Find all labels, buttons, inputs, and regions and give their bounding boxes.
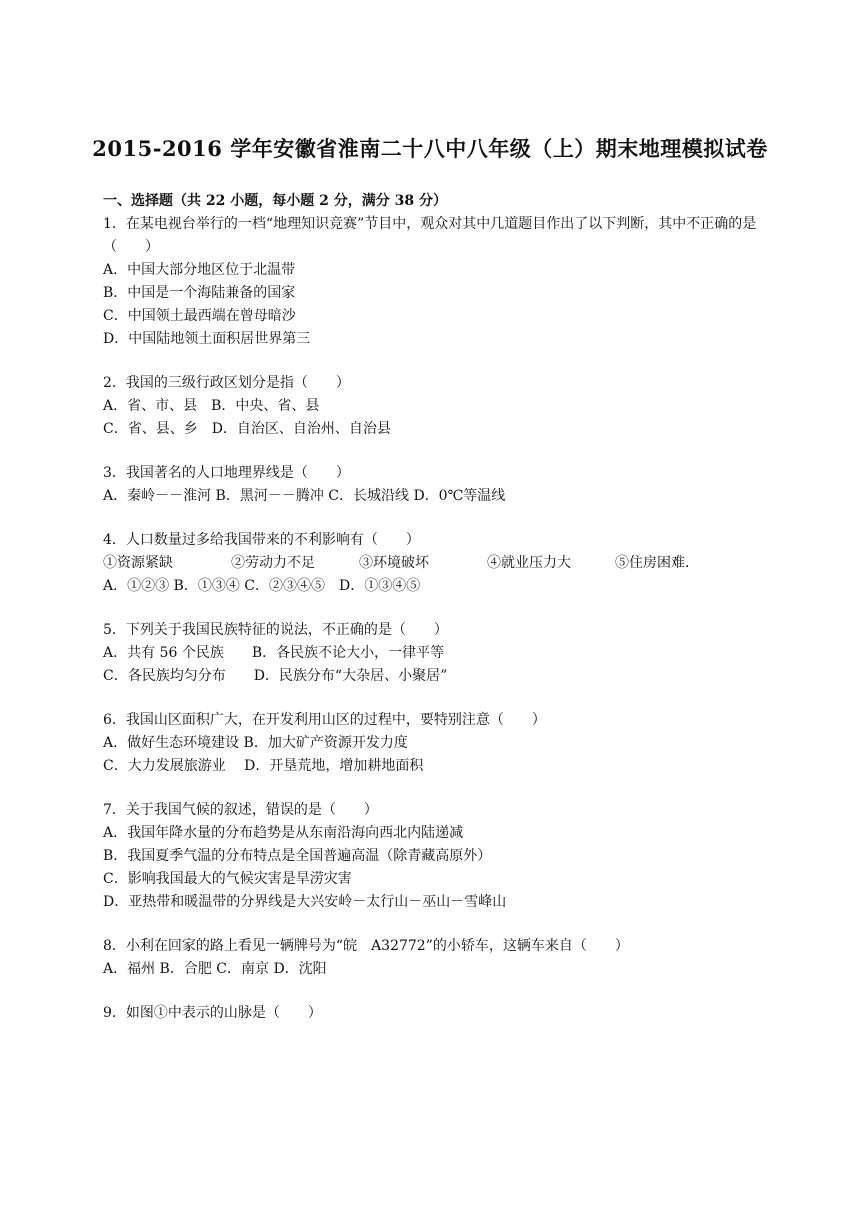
question-4-options: A．①②③ B．①③④ C．②③④⑤ D．①③④⑤ [103,578,421,594]
question-5-stem: 5．下列关于我国民族特征的说法，不正确的是（ ） [103,622,448,638]
question-7-option-b: B．我国夏季气温的分布特点是全国普遍高温（除青藏高原外） [103,848,492,864]
question-6-options-cd: C．大力发展旅游业 D．开垦荒地，增加耕地面积 [103,758,424,774]
question-7-option-c: C．影响我国最大的气候灾害是旱涝灾害 [103,871,352,887]
question-8-stem: 8．小利在回家的路上看见一辆牌号为“皖 A32772”的小轿车，这辆车来自（ ） [103,938,629,954]
question-1-option-b: B．中国是一个海陆兼备的国家 [103,285,296,301]
question-1 [103,213,763,351]
question-8 [103,935,763,981]
question-1-option-d: D．中国陆地领土面积居世界第三 [103,331,311,347]
question-4-item-4: ④就业压力大 [487,555,571,571]
question-7 [103,799,763,914]
question-3-options: A．秦岭－－淮河 B．黑河－－腾冲 C．长城沿线 D．0℃等温线 [103,488,506,504]
question-1-stem: 1．在某电视台举行的一档“地理知识竞赛”节目中，观众对其中几道题目作出了以下判断，其中不正确的是（ ） [103,216,757,255]
question-9 [103,1002,763,1025]
question-4-items [103,552,763,575]
question-3-stem: 3．我国著名的人口地理界线是（ ） [103,465,350,481]
section-heading: 一、选择题（共 22 小题，每小题 2 分，满分 38 分） [103,193,447,209]
question-2-options-ab: A．省、市、县 B．中央、省、县 [103,398,320,414]
question-4-stem: 4．人口数量过多给我国带来的不利影响有（ ） [103,532,420,548]
question-4-item-5: ⑤住房困难． [615,555,699,571]
question-5-options-cd: C．各民族均匀分布 D．民族分布“大杂居、小聚居” [103,668,448,684]
question-1-option-c: C．中国领土最西端在曾母暗沙 [103,308,296,324]
exam-title: 2015-2016 学年安徽省淮南二十八中八年级（上）期末地理模拟试卷 [92,136,768,161]
question-2 [103,372,763,441]
question-5 [103,619,763,688]
question-4 [103,529,763,598]
question-6 [103,709,763,778]
question-4-item-2: ②劳动力不足 [231,555,315,571]
question-7-stem: 7．关于我国气候的叙述，错误的是（ ） [103,802,378,818]
question-9-stem: 9．如图①中表示的山脉是（ ） [103,1005,322,1021]
exam-content [103,190,763,1046]
question-1-option-a: A．中国大部分地区位于北温带 [103,262,296,278]
question-6-stem: 6．我国山区面积广大，在开发利用山区的过程中，要特别注意（ ） [103,712,546,728]
question-3 [103,462,763,508]
question-2-stem: 2．我国的三级行政区划分是指（ ） [103,375,350,391]
question-4-item-3: ③环境破坏 [359,555,429,571]
question-7-option-d: D．亚热带和暖温带的分界线是大兴安岭－太行山－巫山－雪峰山 [103,894,507,910]
question-7-option-a: A．我国年降水量的分布趋势是从东南沿海向西北内陆递减 [103,825,464,841]
question-4-item-1: ①资源紧缺 [103,555,173,571]
question-8-options: A．福州 B．合肥 C．南京 D．沈阳 [103,961,327,977]
question-5-options-ab: A．共有 56 个民族 B．各民族不论大小，一律平等 [103,645,445,661]
question-2-options-cd: C．省、县、乡 D．自治区、自治州、自治县 [103,421,391,437]
question-6-options-ab: A．做好生态环境建设 B．加大矿产资源开发力度 [103,735,408,751]
